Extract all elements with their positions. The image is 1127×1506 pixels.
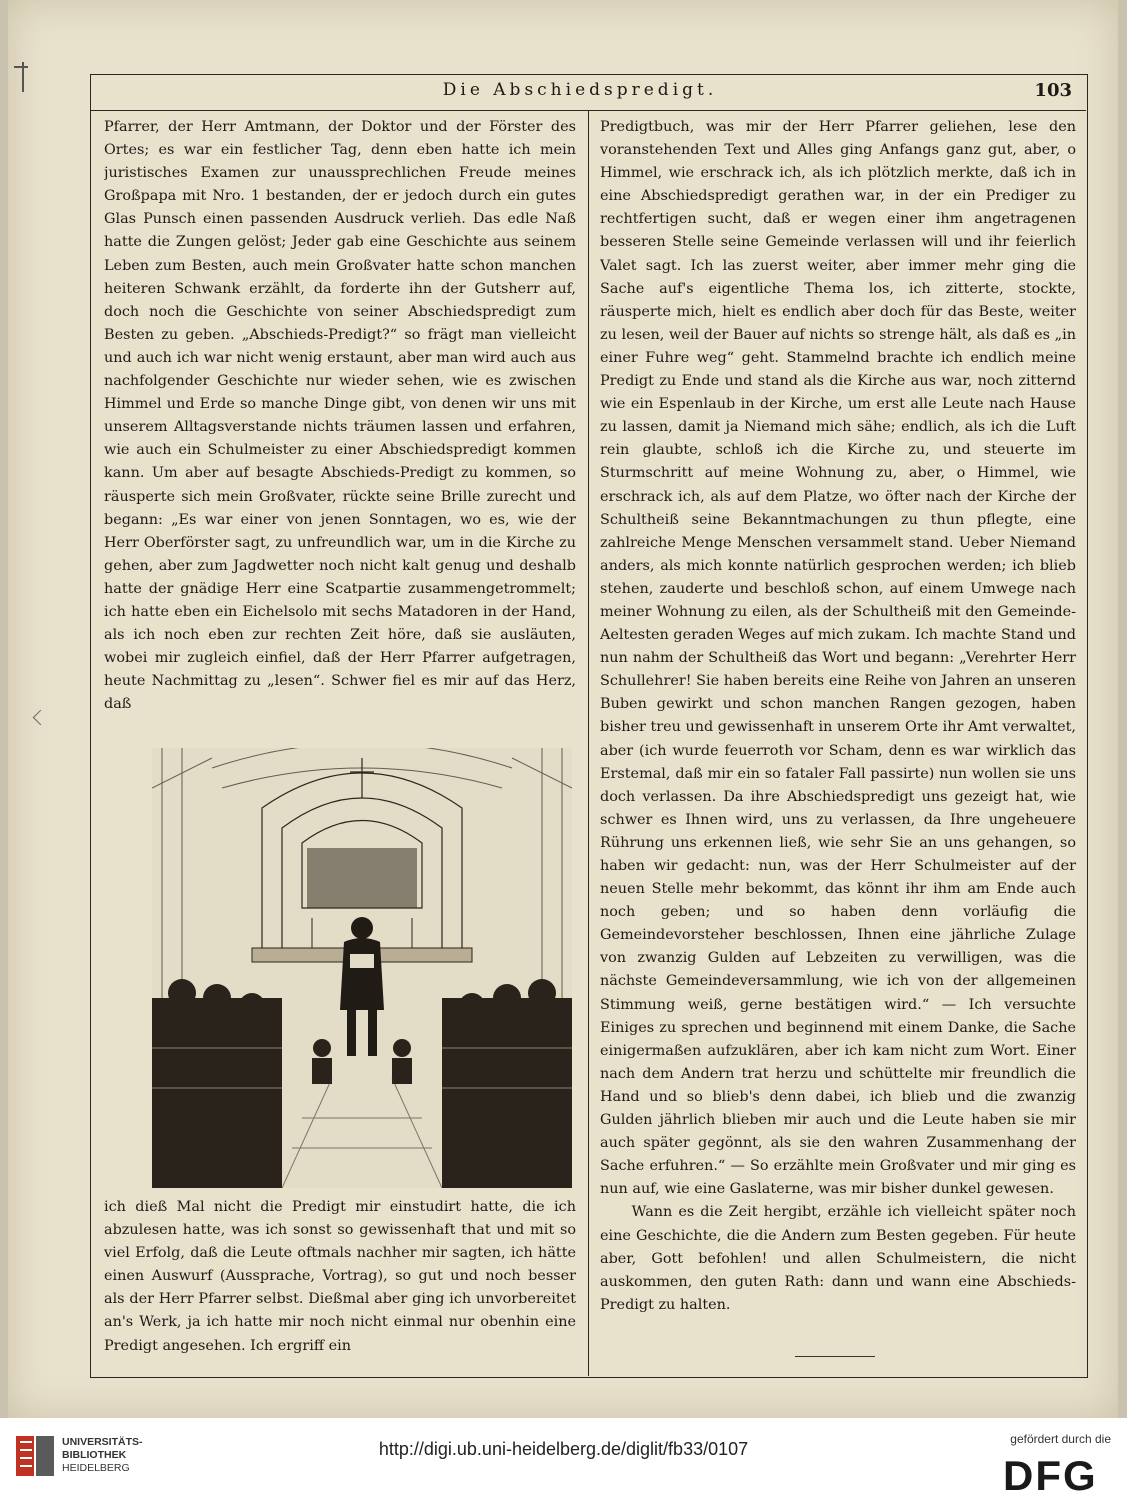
logo-line: BIBLIOTHEK: [62, 1449, 127, 1461]
funding-note: gefördert durch die: [1010, 1432, 1111, 1446]
running-title: Die Abschiedspredigt.: [442, 80, 718, 100]
left-column-top: [104, 116, 576, 744]
margin-mark: [14, 66, 28, 68]
column-rule: [588, 110, 589, 1376]
paragraph: Wann es die Zeit hergibt, erzähle ich vielleicht später noch eine Geschichte, die die Andern zum Besten gegeben. Für heute aber, Gott befohlen! und allen Schulmeistern, die nicht auskommen, den guten Rath: dann und wann eine Abschieds-Predigt zu halten.: [600, 1204, 1076, 1313]
source-url[interactable]: http://digi.ub.uni-heidelberg.de/diglit/fb33/0107: [378, 1439, 749, 1459]
paragraph: Predigtbuch, was mir der Herr Pfarrer geliehen, lese den voranstehenden Text und Alles ging Anfangs ganz gut, aber, o Himmel, wie erschrack ich, als ich plötzlich merkte, daß ich in eine Abschiedspredigt gerathen war, in der ein Prediger zu rechtfertigen sucht, daß er wegen einer ihm angetragenen besseren Stelle seine Gemeinde verlassen will und ihr feierlich Valet sagt. Ich las zuerst weiter, aber immer mehr ging die Sache auf's eigentliche Thema los, ich zitterte, stockte, räusperte mich, hielt es endlich aber doch für das Beste, weiter zu lesen, weil der Bauer auf nichts so strenge hält, als daß es „in einer Fuhre weg“ geht. Stammelnd brachte ich endlich meine Predigt zu Ende und stand als die Kirche aus war, noch zitternd wie ein Espenlaub in der Kirche, um erst alle Leute nach Hause zu lassen, damit ja Niemand mich sähe; endlich, als ich die Luft rein glaubte, schloß ich die Kirche zu, und steuerte im Sturmschritt auf meine Wohnung zu, aber, o Himmel, wie erschrack ich, als auf dem Platze, wo öfter nach der Kirche der Schultheiß seine Bekanntmachungen zu thun pflegte, eine zahlreiche Menge Menschen versammelt stand. Ueber Niemand anders, als mich konnte natürlich gesprochen werden; ich blieb stehen, zauderte und beschloß schon, auf einem Umwege nach meiner Wohnung zu eilen, als der Schultheiß mit den Gemeinde-Aeltesten geraden Weges auf mich zukam. Ich machte Stand und nun nahm der Schultheiß das Wort und begann: „Verehrter Herr Schullehrer! Sie haben bereits eine Reihe von Jahren an unseren Buben gewirkt und schon manchen Rangen gezogen, haben bisher treu und gewissenhaft in unserem Orte ihr Amt verwaltet, aber (ich wurde feuerroth vor Scham, denn es war wirklich das Erstemal, daß mir ein so fataler Fall passirte) nun wollen sie uns doch verlassen. Da ihre Abschiedspredigt uns gezeigt hat, wie schwer es Ihnen wird, uns zu verlassen, da Ihre ungeheuere Rührung uns erkennen ließ, wie sehr Sie an uns gehangen, so haben wir gedacht: nun, was der Herr Schulmeister auf der neuen Stelle mehr bekommt, das könnt ihr ihm am Ende auch noch geben; und so haben denn vorläufig die Gemeindevorsteher beschlossen, Ihnen eine jährliche Zulage von zwanzig Gulden auf Lebzeiten zu verwilligen, was die nächste Gemeindeversammlung, wie ich von der allgemeinen Stimmung weiß, gerne bestätigen wird.“ — Ich versuchte Einiges zu sprechen und beginnend mit einem Danke, die Sache einigermaßen aufzuklären, aber ich kam nicht zum Wort. Einer nach dem Andern trat herzu und schüttelte mir freundlich die Hand und so blieb's denn dabei, ich blieb und die zwanzig Gulden jährlich blieben mir auch und die Leute haben sie mir auch später gegönnt, als sie den wahren Zusammenhang der Sache erfuhren.“ — So erzählte mein Großvater und mir ging es nun auf, wie eine Gaslaterne, was mir bisher dunkel gewesen.: [600, 119, 1076, 1198]
logo-line: HEIDELBERG: [62, 1462, 130, 1474]
dfg-logo-text: DFG: [1003, 1454, 1098, 1494]
end-rule: [795, 1356, 875, 1357]
church-sermon-illustration: [152, 748, 572, 1188]
page-number: 103: [1034, 80, 1072, 101]
right-column: [600, 116, 1076, 1376]
left-column-bottom: [104, 1196, 576, 1366]
paragraph: ich dieß Mal nicht die Predigt mir einstudirt hatte, die ich abzulesen hatte, was ich sonst so gewissenhaft that und mit so viel Erfolg, daß die Leute oftmals nachher mir sagten, ich hätte einen Auswurf (Aussprache, Vortrag), so gut und noch besser als der Herr Pfarrer selbst. Dießmal aber ging ich unvorbereitet an's Werk, ja ich hatte mir noch nicht einmal nur obenhin eine Predigt angesehen. Ich ergriff ein: [104, 1199, 576, 1354]
viewer-footer: [0, 1418, 1127, 1506]
paragraph: Pfarrer, der Herr Amtmann, der Doktor und der Förster des Ortes; es war ein festlicher Tag, denn eben hatte ich mein juristisches Examen zur unaussprechlichen Freude meines Großpapa mit Nro. 1 bestanden, der er jedoch durch ein gutes Glas Punsch einen passenden Ausdruck verlieh. Das edle Naß hatte die Zungen gelöst; Jeder gab eine Geschichte aus seinem Leben zum Besten, auch mein Großvater hatte schon manchen heiteren Schwank erzählt, da forderte ihn der Gutsherr auf, doch noch die Geschichte von seiner Abschiedspredigt zum Besten zu geben. „Abschieds-Predigt?“ so frägt man vielleicht und auch ich war nicht wenig erstaunt, aber man wird auch aus nachfolgender Geschichte nur wieder sehen, wie es zwischen Himmel und Erde so manche Dinge gibt, von denen wir uns mit unserem Alltagsverstande nichts träumen lassen und erfahren, wie auch ein Schulmeister zu einer Abschiedspredigt kommen kann. Um aber auf besagte Abschieds-Predigt zu kommen, so räusperte sich mein Großvater, rückte seine Brille zurecht und begann: „Es war einer von jenen Sonntagen, wo es, wie der Herr Oberförster sagt, zu unfreundlich war, um in die Kirche zu gehen, aber zum Jagdwetter noch nicht kalt genug und deshalb hatte der gnädige Herr eine Scatpartie zusammengetrommelt; ich hatte eben ein Eichelsolo mit sechs Matadoren in der Hand, als ich noch eben zur rechten Zeit höre, daß sie ausläuten, wobei mir zugleich einfiel, daß der Herr Pfarrer aufgetragen, heute Nachmittag zu „lesen“. Schwer fiel es mir auf das Herz, daß: [104, 119, 576, 713]
dfg-logo[interactable]: [1003, 1454, 1113, 1494]
logo-line: UNIVERSITÄTS-: [62, 1436, 143, 1448]
